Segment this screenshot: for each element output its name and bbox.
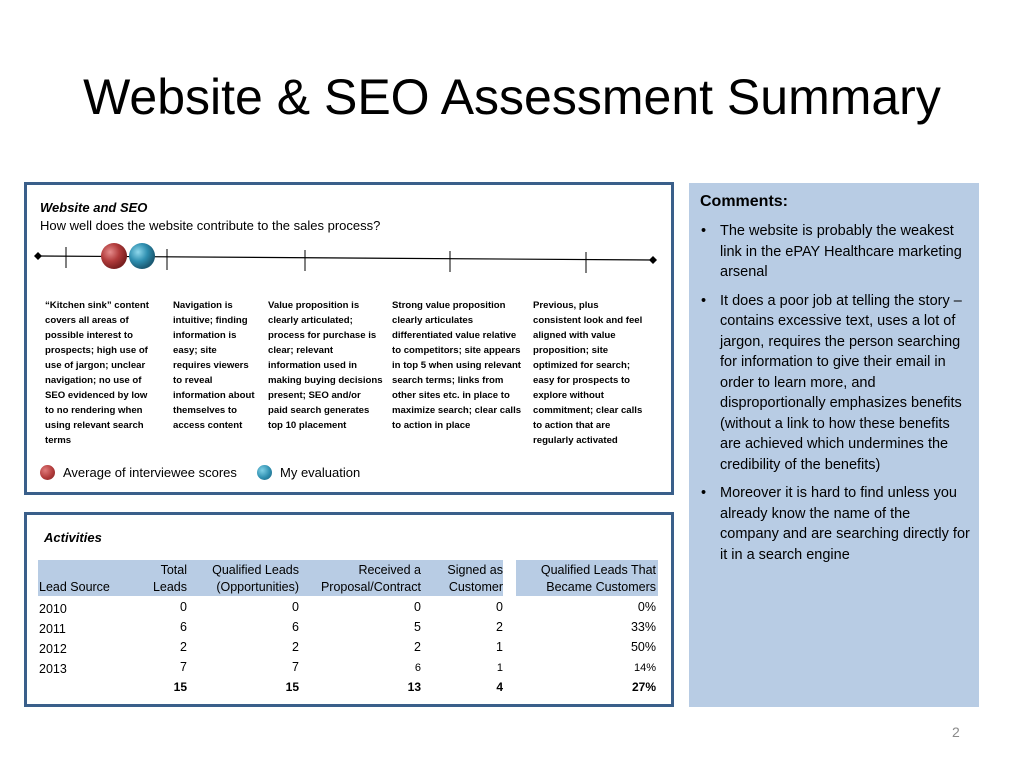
comments-title: Comments: xyxy=(700,193,789,210)
legend-mine xyxy=(257,465,360,480)
activities-panel xyxy=(24,512,674,707)
row-2013-proposal: 6 xyxy=(414,662,421,674)
totals-total: 15 xyxy=(173,680,187,694)
header-total-line2: Leads xyxy=(152,580,187,594)
legend-average-label: Average of interviewee scores xyxy=(63,465,237,480)
totals-signed: 4 xyxy=(496,680,503,694)
my-evaluation-marker xyxy=(129,243,155,269)
totals-conversion: 27% xyxy=(631,680,656,694)
row-2010-qualified: 0 xyxy=(292,600,299,614)
row-2010-proposal: 0 xyxy=(414,600,421,614)
teal-circle-icon xyxy=(257,465,272,480)
bullet-icon: • xyxy=(701,223,707,239)
header-conversion-line1: Qualified Leads That xyxy=(540,563,656,577)
bullet-icon: • xyxy=(701,485,707,501)
row-2013-year: 2013 xyxy=(39,662,67,676)
row-2012-conversion: 50% xyxy=(630,640,656,654)
row-2013-qualified: 7 xyxy=(292,660,299,674)
row-2011-conversion: 33% xyxy=(630,620,656,634)
legend-mine-label: My evaluation xyxy=(280,465,361,480)
row-2010-conversion: 0% xyxy=(637,600,656,614)
red-circle-icon xyxy=(40,465,55,480)
row-2011-qualified: 6 xyxy=(292,620,299,634)
row-2012-signed: 1 xyxy=(496,640,503,654)
row-2011-total: 6 xyxy=(180,620,187,634)
comment-text: Moreover it is hard to find unless you already know the name of the company and are searching directly for it in a search engine xyxy=(720,485,970,563)
comment-item xyxy=(700,291,970,476)
comment-text: It does a poor job at telling the story – contains excessive text, uses a lot of jargon, requires the person searching for information to give their email in order to learn more, and disproportionally emphasizes benefits (without a link to how these benefits are achieved which undermines the credibility of the benefits) xyxy=(720,292,962,473)
assessment-scale xyxy=(27,185,671,295)
page-number: 2 xyxy=(952,724,960,740)
row-2010-year: 2010 xyxy=(39,602,67,616)
scale-description-4: Strong value proposition clearly articulates differentiated value relative to competitors; site appears in top 5 when using relevant search terms; links from other sites etc. in place to maximize search; clear calls to action in place xyxy=(392,300,522,431)
header-total-line1: Total xyxy=(160,563,187,577)
header-signed-line2: Customer xyxy=(448,580,503,594)
panel-title: Website and SEO xyxy=(40,200,148,215)
scale-description-3: Value proposition is clearly articulated; process for purchase is clear; relevant information used in making buying decisions present; SEO and/or paid search generates top 10 placement xyxy=(268,300,383,431)
header-qualified-line1: Qualified Leads xyxy=(212,563,299,577)
scale-description-2: Navigation is intuitive; finding information is easy; site requires viewers to reveal information about themselves to access content xyxy=(173,300,255,431)
row-2013-signed: 1 xyxy=(496,662,503,674)
bullet-icon: • xyxy=(701,292,707,309)
comment-item xyxy=(700,483,970,565)
row-2012-year: 2012 xyxy=(39,642,67,656)
row-2010-signed: 0 xyxy=(496,600,503,614)
row-2013-conversion: 14% xyxy=(633,662,656,674)
row-2011-year: 2011 xyxy=(39,622,66,636)
slide-title: Website & SEO Assessment Summary xyxy=(83,69,941,125)
row-2013-total: 7 xyxy=(180,660,187,674)
header-proposal-line1: Received a xyxy=(358,563,421,577)
scale-description-5: Previous, plus consistent look and feel aligned with value proposition; site optimized for search; easy for prospects to explore without commitment; clear calls to action that are regularly activated xyxy=(533,300,643,446)
scale-start-marker xyxy=(34,252,42,260)
comments-list xyxy=(700,221,970,573)
scale-description-1: “Kitchen sink” content covers all areas of possible interest to prospects; high use of use of jargon; unclear navigation; no use of SEO evidenced by low to no rendering when using relevant search terms xyxy=(45,300,149,446)
row-2010-total: 0 xyxy=(180,600,187,614)
header-signed-line1: Signed as xyxy=(447,563,503,577)
row-2011-proposal: 5 xyxy=(414,620,421,634)
header-lead-source: Lead Source xyxy=(39,580,110,594)
row-2012-total: 2 xyxy=(180,640,187,654)
totals-proposal: 13 xyxy=(407,680,421,694)
header-qualified-line2: (Opportunities) xyxy=(216,580,299,594)
legend-average xyxy=(40,465,237,480)
scale-end-marker xyxy=(649,256,657,264)
comment-text: The website is probably the weakest link in the ePAY Healthcare marketing arsenal xyxy=(720,223,962,280)
activities-title: Activities xyxy=(44,530,102,545)
row-2012-proposal: 2 xyxy=(414,640,421,654)
average-score-marker xyxy=(101,243,127,269)
row-2011-signed: 2 xyxy=(496,620,503,634)
comments-panel xyxy=(689,183,979,707)
header-proposal-line2: Proposal/Contract xyxy=(320,580,421,594)
comment-item xyxy=(700,221,970,283)
website-seo-panel xyxy=(24,182,674,495)
row-2012-qualified: 2 xyxy=(292,640,299,654)
totals-qualified: 15 xyxy=(285,680,299,694)
panel-question: How well does the website contribute to the sales process? xyxy=(40,218,381,233)
header-conversion-line2: Became Customers xyxy=(546,580,656,594)
